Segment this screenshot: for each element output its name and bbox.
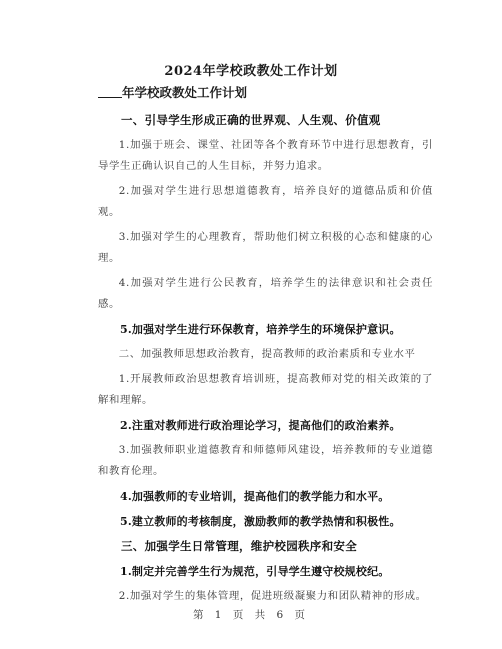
page-title: 2024年学校政教处工作计划 (164, 64, 338, 79)
document-subtitle (98, 84, 433, 102)
paragraph: 4.加强教师的专业培训，提高他们的教学能力和水平。 (120, 490, 390, 503)
page-footer: 第 1 页 共 6 页 (192, 609, 310, 621)
section-heading: 三、加强学生日常管理，维护校园秩序和安全 (121, 539, 357, 553)
paragraph: 1.加强于班会、课堂、社团等各个教育环节中进行思想教育，引导学生正确认识自己的人生目标，并努力追求。 (98, 139, 433, 172)
blank-underline (98, 85, 122, 98)
document-body (98, 84, 433, 611)
subtitle-text: 年学校政教处工作计划 (122, 85, 248, 100)
paragraph: 1.开展教师政治思想教育培训班，提高教师对党的相关政策的了解和理解。 (98, 373, 433, 406)
paragraph: 3.加强对学生的心理教育，帮助他们树立积极的心态和健康的心理。 (98, 231, 433, 264)
paragraph: 4.加强对学生进行公民教育，培养学生的法律意识和社会责任感。 (98, 277, 433, 310)
paragraph: 1.制定并完善学生行为规范，引导学生遵守校规校纪。 (120, 565, 390, 578)
paragraph: 2.加强对学生进行思想道德教育，培养良好的道德品质和价值观。 (98, 185, 433, 218)
paragraph: 5.加强对学生进行环保教育，培养学生的环境保护意识。 (120, 323, 401, 336)
paragraph: 2.加强对学生的集体管理，促进班级凝聚力和团队精神的形成。 (118, 590, 427, 602)
paragraph: 3.加强教师职业道德教育和师德师风建设，培养教师的专业道德和教育伦理。 (98, 444, 433, 477)
paragraph: 2.注重对教师进行政治理论学习，提高他们的政治素养。 (120, 419, 401, 432)
paragraph-list (98, 110, 433, 607)
paragraph: 二、加强教师思想政治教育，提高教师的政治素质和专业水平 (118, 348, 416, 360)
section-heading: 一、引导学生形成正确的世界观、人生观、价值观 (121, 113, 381, 127)
paragraph: 5.建立教师的考核制度，激励教师的教学热情和积极性。 (120, 515, 401, 528)
